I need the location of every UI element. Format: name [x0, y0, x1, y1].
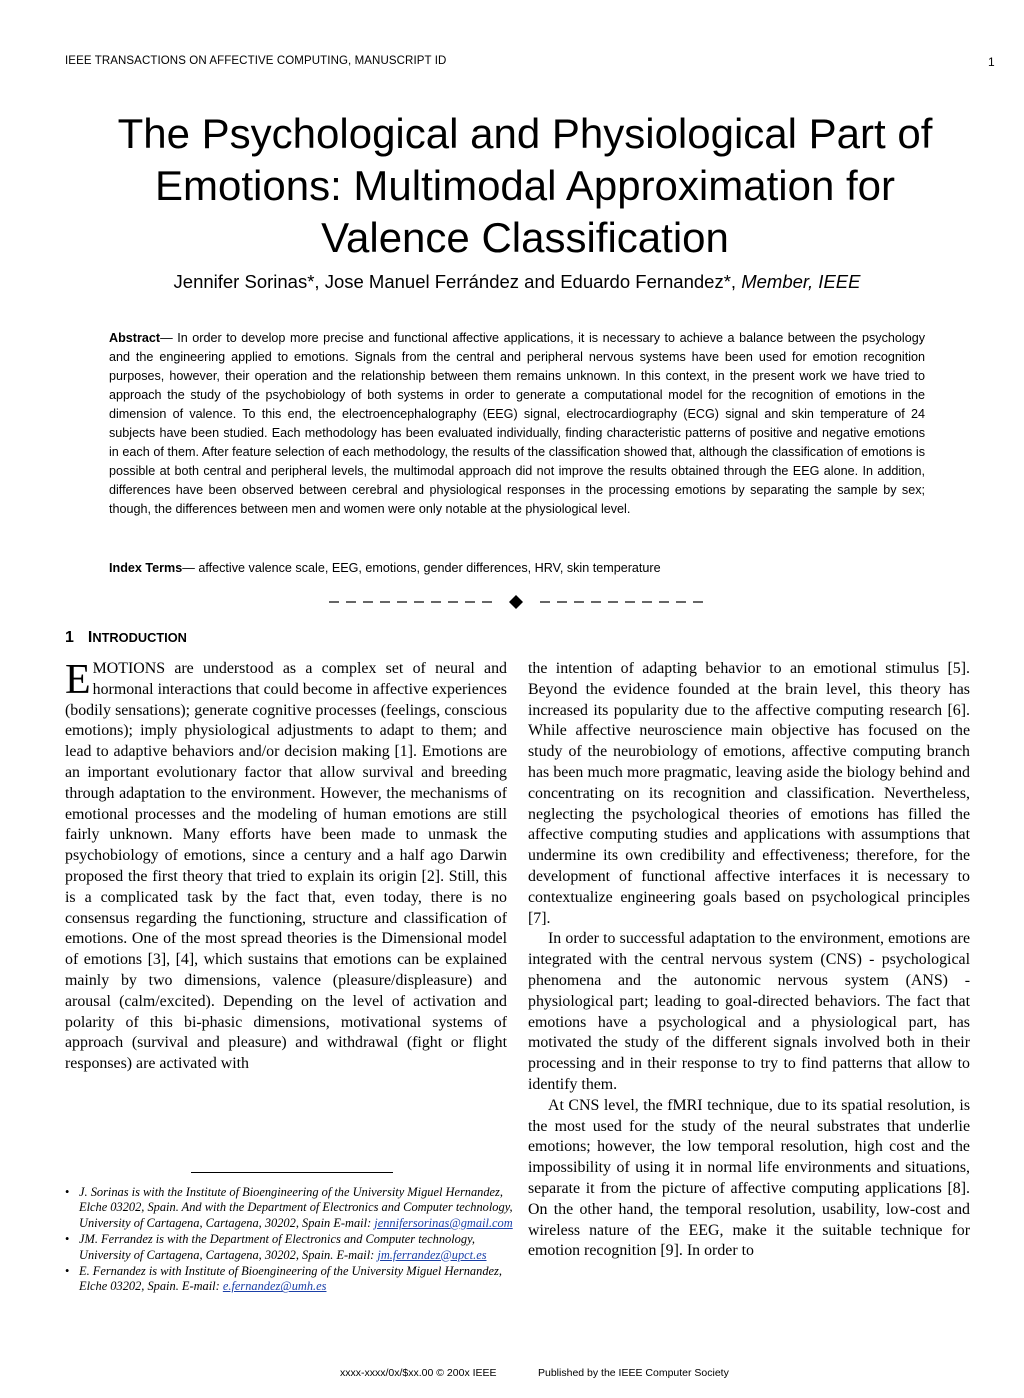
abstract	[109, 329, 925, 519]
body-column-right	[528, 659, 970, 1345]
section-separator	[329, 590, 709, 610]
drop-cap: E	[65, 659, 91, 703]
body-paragraph: In order to successful adaptation to the environment, emotions are integrated with the central nervous system (CNS) - psychological phenomena and the autonomic nervous system (ANS) - physiological part; leading to goal-directed behaviors. The fact that emotions have a psychological and a physiological part, has motivated the study of the different signals involved both in their processing and in their response to try to find patterns that allow to identify them.	[528, 930, 970, 1093]
footnote-item	[65, 1185, 515, 1231]
author-names: Jennifer Sorinas*, Jose Manuel Ferrández and Eduardo Fernandez*,	[173, 271, 742, 292]
diamond-icon	[509, 595, 523, 609]
footnote-divider	[191, 1172, 393, 1173]
footnote-text: JM. Ferrandez is with the Department of Electronics and Computer technology, University of Cartagena, Cartagena, 30202, Spain. E-mail:	[79, 1232, 475, 1262]
footnote-text: E. Fernandez is with Institute of Bioengineering of the University Miguel Hernandez, Elche 03202, Spain. E-mail:	[79, 1264, 502, 1294]
paper-title	[60, 108, 990, 264]
index-terms-label: Index Terms	[109, 561, 183, 575]
body-column-left	[65, 659, 507, 1139]
author-list	[60, 271, 974, 293]
author-membership: Member, IEEE	[741, 271, 861, 292]
footer-publisher: Published by the IEEE Computer Society	[538, 1367, 729, 1379]
abstract-text: — In order to develop more precise and functional affective applications, it is necessary to achieve a balance between the psychology and the engineering applied to emotions. Signals from the central and peripheral nervous systems have been used for emotion recognition purposes, however, their operation and the relationship between them remains unknown. In this context, in the present work we have tried to approach the study of the psychobiology of both systems in order to generate a computational model for the recognition of emotions in the dimension of valence. To this end, the electroencephalography (EEG) signal, electrocardiography (ECG) signal and skin temperature of 24 subjects have been studied. Each methodology has been evaluated individually, finding characteristic patterns of positive and negative emotions in each of them. After feature selection of each methodology, the results of the classification showed that, although the classification of emotions is possible at both central and peripheral levels, the multimodal approach did not improve the results obtained through the EEG alone. In addition, differences have been observed between cerebral and physiological responses in the processing emotions by separating the sample by sex; though, the differences between men and women were only notable at the physiological level.	[109, 331, 925, 516]
bullet-icon: •	[65, 1232, 70, 1247]
abstract-label: Abstract	[109, 331, 161, 345]
index-terms	[109, 561, 925, 575]
body-paragraph	[65, 659, 507, 1075]
footnotes	[65, 1185, 515, 1296]
bullet-icon: •	[65, 1264, 70, 1279]
email-link[interactable]: jm.ferrandez@upct.es	[377, 1247, 487, 1262]
email-link[interactable]: jennifersorinas@gmail.com	[374, 1215, 513, 1230]
page-number: 1	[988, 55, 995, 69]
footnote-text: J. Sorinas is with the Institute of Bioengineering of the University Miguel Hernandez, Elche 03202, Spain. And with the Department of Electronics and Computer technology, University of Cartagena, Cartagena, 30202, Spain E-mail:	[79, 1185, 513, 1230]
footnote-item	[65, 1264, 515, 1295]
footnote-item	[65, 1232, 515, 1263]
running-header: IEEE TRANSACTIONS ON AFFECTIVE COMPUTING, MANUSCRIPT ID	[65, 55, 447, 67]
section-heading	[65, 629, 187, 647]
section-number: 1	[65, 629, 74, 646]
title-line: Valence Classification	[321, 214, 729, 261]
section-title-rest: NTRODUCTION	[92, 630, 187, 645]
lead-in: MOTIONS	[92, 660, 166, 677]
email-link[interactable]: e.fernandez@umh.es	[222, 1279, 327, 1294]
index-terms-text: — affective valence scale, EEG, emotions, gender differences, HRV, skin temperature	[182, 561, 661, 575]
footer-copyright: xxxx-xxxx/0x/$xx.00 © 200x IEEE	[340, 1367, 497, 1379]
title-line: Emotions: Multimodal Approximation for	[155, 162, 895, 209]
body-text: are understood as a complex set of neural and hormonal interactions that could become in affective experiences (bodily sensations); generate cognitive processes (feelings, conscious emotions); imply physiological adjustments to adapt to them; and lead to adaptive behaviors and/or decision making [1]. Emotions are an important evolutionary factor that allow survival and breeding through adaptation to the environment. However, the mechanisms of emotional processes and the modeling of human emotions are still fairly unknown. Many efforts have been made to unmask the psychobiology of emotions, since a century and a half ago Darwin proposed the first theory that tried to explain its origin [2]. Still, this is a complicated task by the fact that, even today, there is no consensus regarding the functioning, structure and classification of emotions. One of the most spread theories is the Dimensional model of emotions [3], [4], which sustains that emotions can be explained mainly by two dimensions, valence (pleasure/displeasure) and arousal (calm/excited). Depending on the level of activation and polarity of this bi-phasic dimensions, motivational systems of approach (survival and pleasure) and withdrawal (fight or flight responses) are activated with	[65, 660, 507, 1073]
title-line: The Psychological and Physiological Part of	[117, 110, 933, 157]
body-paragraph: At CNS level, the fMRI technique, due to its spatial resolution, is the most used for the study of the neural substrates that underlie emotions; however, the low temporal resolution, high cost and the impossibility of using it in normal life environments and situations, separate it from the picture of affective computing applications [8]. On the other hand, the temporal resolution, usability, low-cost and wireless nature of the EEG, make it the suitable technique for emotion recognition [9]. In order to	[528, 1096, 970, 1260]
body-paragraph: the intention of adapting behavior to an emotional stimulus [5]. Beyond the evidence founded at the brain level, this theory has increased its popularity due to the affective computing research [6]. While affective neuroscience main objective has focused on the study of the neurobiology of emotions, affective computing branch has been much more pragmatic, leaving aside the biology behind and concentrating on its recognition and classification. Nevertheless, neglecting the psychological theories of emotions has filled the affective computing studies and applications with assumptions that undermine its own credibility and effectiveness; therefore, for the development of functional affective interfaces it is necessary to contextualize engineering goals based on psychological principles [7].	[528, 660, 970, 927]
bullet-icon: •	[65, 1185, 70, 1199]
section-title-initial: I	[87, 629, 93, 646]
